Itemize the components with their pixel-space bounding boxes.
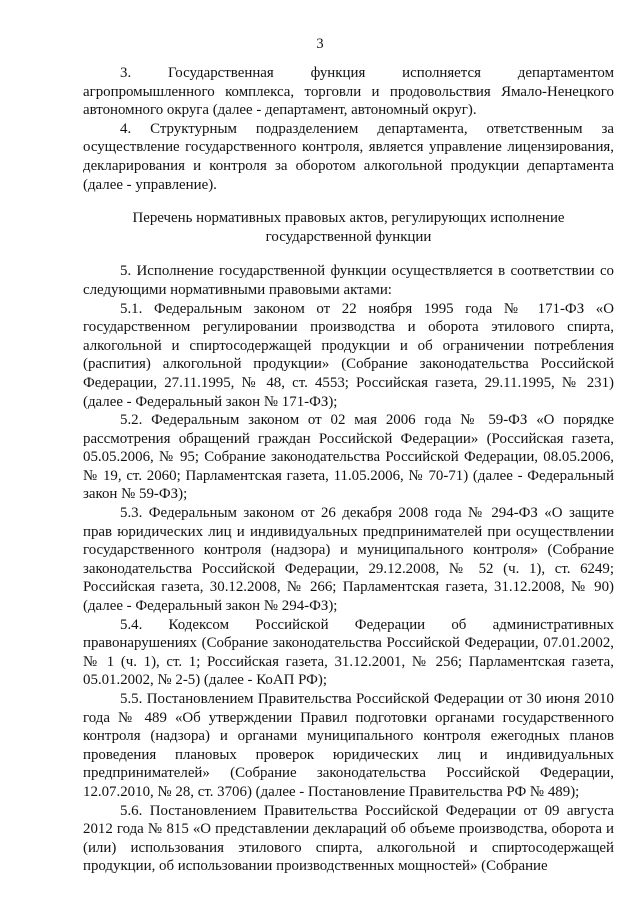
paragraph-5-4: 5.4. Кодексом Российской Федерации об административных правонарушениях (Собрание законодательства Российской Федерации, 07.01.2002, № 1 (ч. 1), ст. 1; Российская газета, 31.12.2001, № 256; Парламентская газета, 05.01.2002, № 2-5) (далее - КоАП РФ); — [83, 616, 614, 689]
paragraph-5: 5. Исполнение государственной функции осуществляется в соответствии со следующими нормативными правовыми актами: — [83, 263, 614, 298]
section-heading: Перечень нормативных правовых актов, регулирующих исполнение государственной функции — [132, 210, 565, 245]
paragraph-4: 4. Структурным подразделением департамента, ответственным за осуществление государственного контроля, является управление лицензирования, декларирования и контроля за оборотом алкогольной продукции департамента (далее - управление). — [83, 120, 614, 193]
paragraph-5-5: 5.5. Постановлением Правительства Российской Федерации от 30 июня 2010 года № 489 «Об утверждении Правил подготовки органами государственного контроля (надзора) и органами муниципального контроля ежегодных планов проведения плановых проверок юридических лиц и индивидуальных предпринимателей» (Собрание законодательства Российской Федерации, 12.07.2010, № 28, ст. 3706) (далее - Постановление Правительства РФ № 489); — [83, 691, 614, 800]
page-number: 3 — [316, 36, 324, 52]
paragraph-5-6: 5.6. Постановлением Правительства Российской Федерации от 09 августа 2012 года № 815 «О представлении деклараций об объеме производства, оборота и (или) использования этилового спирта, алкогольной и спиртосодержащей продукции, об использовании производственных мощностей» (Собрание — [83, 802, 614, 875]
paragraph-3: 3. Государственная функция исполняется департаментом агропромышленного комплекса, торговли и продовольствия Ямало-Ненецкого автономного округа (далее - департамент, автономный округ). — [83, 65, 614, 119]
document-body — [83, 64, 614, 876]
paragraph-5-2: 5.2. Федеральным законом от 02 мая 2006 года № 59-ФЗ «О порядке рассмотрения обращений граждан Российской Федерации» (Российская газета, 05.05.2006, № 95; Собрание законодательства Российской Федерации, 08.05.2006, № 19, ст. 2060; Парламентская газета, 11.05.2006, № 70-71) (далее - Федеральный закон № 59-ФЗ); — [83, 412, 614, 503]
paragraph-5-3: 5.3. Федеральным законом от 26 декабря 2008 года № 294-ФЗ «О защите прав юридических лиц и индивидуальных предпринимателей при осуществлении государственного контроля (надзора) и муниципального контроля» (Собрание законодательства Российской Федерации, 29.12.2008, № 52 (ч. 1), ст. 6249; Российская газета, 30.12.2008, № 266; Парламентская газета, 31.12.2008, № 90) (далее - Федеральный закон № 294-ФЗ); — [83, 505, 614, 615]
paragraph-5-1: 5.1. Федеральным законом от 22 ноября 1995 года № 171-ФЗ «О государственном регулировании производства и оборота этилового спирта, алкогольной и спиртосодержащей продукции и об ограничении потребления (распития) алкогольной продукции» (Собрание законодательства Российской Федерации, 27.11.1995, № 48, ст. 4553; Российская газета, 29.11.1995, № 231) (далее - Федеральный закон № 171-ФЗ); — [83, 300, 614, 410]
